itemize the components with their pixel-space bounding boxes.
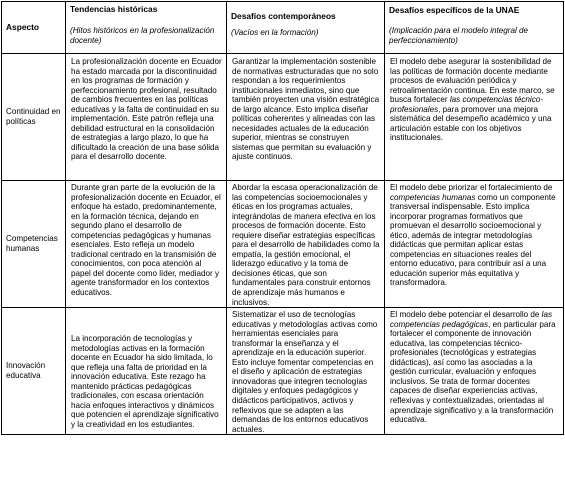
unae-text-emphasis: las competencias pedagógicas <box>390 310 552 329</box>
contemporary-text: Abordar la escasa operacionalización de las competencias socioemocionales y éticas en los programas actuales, integrándolas de manera efectiva en los procesos de formación docente. Esto requiere diseñar estrategias específicas para el desarrollo de habilidades como la empatía, la gestión emocional, el liderazgo educativo y la toma de decisiones éticas, que son fundamentales para construir entornos de aprendizaje más humanos e inclusivos. <box>232 183 380 307</box>
unae-text-post: como un componente transversal indispensable. Esto implica incorporar programas formativos que promuevan el desarrollo socioemocional y ético, además de integrar metodologías didácticas que permitan aplicar estas competencias en situaciones reales del entorno educativo, para contribuir así a una educación superior más equitativa y transformadora. <box>390 192 556 288</box>
unae-text <box>385 181 563 288</box>
aspect-cell <box>2 181 66 308</box>
unae-text-pre: El modelo debe asegurar la sostenibilidad de las políticas de formación docente mediante procesos de evaluación periódica y retroalimentación continua. En este marco, se busca fortalecer <box>390 57 555 105</box>
unae-text-pre: El modelo debe priorizar el fortalecimiento de <box>390 183 553 192</box>
header-historical-subtitle: (Hitos históricos en la profesionalización docente) <box>70 26 215 45</box>
unae-cell <box>385 181 564 308</box>
comparison-table <box>1 1 564 435</box>
unae-text-emphasis: las competencias técnico-profesionales <box>390 95 543 114</box>
header-contemporary-title: Desafíos contemporáneos <box>231 11 336 21</box>
aspect-cell <box>2 54 66 181</box>
historical-text: Durante gran parte de la evolución de la profesionalización docente en Ecuador, el enfoque ha estado, predominantemente, en la formación técnica, dejando en segundo plano el desarrollo de competencias pedagógicas y humanas esenciales. Esto refleja un modelo tradicional centrado en la transmisión de conocimientos, con poca atención al papel del docente como líder, mediador y agente transformador en los contextos educativos. <box>71 183 221 298</box>
unae-text-pre: El modelo debe potenciar el desarrollo de <box>390 310 542 320</box>
header-unae-title: Desafíos específicos de la UNAE <box>389 5 520 15</box>
header-historical-title: Tendencias históricas <box>70 4 158 14</box>
historical-text: La profesionalización docente en Ecuador ha estado marcada por la discontinuidad en los programas de formación y perfeccionamiento profesional, resultado de cambios frecuentes en las políticas educativas y la falta de continuidad en su implementación. Este patrón refleja una debilidad estructural en la consolidación de estrategias a largo plazo, lo que ha dificultado la creación de una base sólida para el desarrollo docente. <box>71 57 222 162</box>
table-row <box>2 54 564 181</box>
historical-text: La incorporación de tecnologías y metodologías activas en la formación docente en Ecuador ha sido limitada, lo que refleja una falta de prioridad en la innovación educativa. Este rezago ha mantenido prácticas pedagógicas tradicionales, con escasa orientación hacia enfoques interactivos y dinámicos que potencien el aprendizaje significativo y la creatividad en los estudiantes. <box>71 334 219 430</box>
header-row <box>2 2 564 54</box>
aspect-label: Innovación educativa <box>6 360 46 381</box>
historical-cell <box>66 181 227 308</box>
historical-cell <box>66 308 227 435</box>
header-contemporary-cell <box>227 2 385 54</box>
unae-text-emphasis: competencias humanas <box>390 192 476 202</box>
historical-cell <box>66 54 227 181</box>
header-unae-cell <box>385 2 564 54</box>
unae-text-post: , para promover una mejora sistemática del desempeño académico y una articulación estable con los objetivos institucionales. <box>390 104 552 143</box>
header-unae-subtitle: (Implicación para el modelo integral de perfeccionamiento) <box>389 26 529 45</box>
unae-text <box>385 308 563 425</box>
aspect-label: Continuidad en políticas <box>6 106 61 126</box>
unae-text <box>385 54 563 143</box>
table-row <box>2 308 564 435</box>
unae-cell <box>385 54 564 181</box>
table-row <box>2 181 564 308</box>
contemporary-cell <box>227 54 385 181</box>
header-aspect: Aspecto <box>6 22 40 32</box>
aspect-label: Competencias humanas <box>6 233 58 254</box>
contemporary-text: Sistematizar el uso de tecnologías educativas y metodologías activas como herramientas esenciales para transformar la enseñanza y el aprendizaje en la educación superior. Esto incluye fomentar competencias en el diseño y aplicación de estrategias innovadoras que integren tecnologías digitales y enfoques pedagógicos y didácticos participativos, activos y reflexivos que se adapten a las demandas de los entornos educativos actuales. <box>232 310 378 434</box>
contemporary-cell <box>227 181 385 308</box>
header-historical-cell <box>66 2 227 54</box>
contemporary-cell <box>227 308 385 435</box>
header-aspect-cell <box>2 2 66 54</box>
unae-cell <box>385 308 564 435</box>
unae-text-post: , en particular para fortalecer el componente de innovación educativa, las competencias técnico-profesionales (tecnológicas y estrategias didácticas), así como las asociadas a la gestión curricular, evaluación y enfoques inclusivos. Se trata de formar docentes capaces de diseñar experiencias activas, reflexivas y contextualizadas, orientadas al aprendizaje significativo y a la transformación educativa. <box>390 319 556 425</box>
header-contemporary-subtitle: (Vacíos en la formación) <box>231 28 319 37</box>
aspect-cell <box>2 308 66 435</box>
contemporary-text: Garantizar la implementación sostenible de normativas estructuradas que no solo respondan a los requerimientos institucionales inmediatos, sino que también proyecten una visión estratégica de largo alcance. Esto implica diseñar políticas coherentes y alineadas con las necesidades actuales de la educación superior, mientras se construyen sistemas que permitan su evaluación y ajuste continuos. <box>232 57 380 162</box>
